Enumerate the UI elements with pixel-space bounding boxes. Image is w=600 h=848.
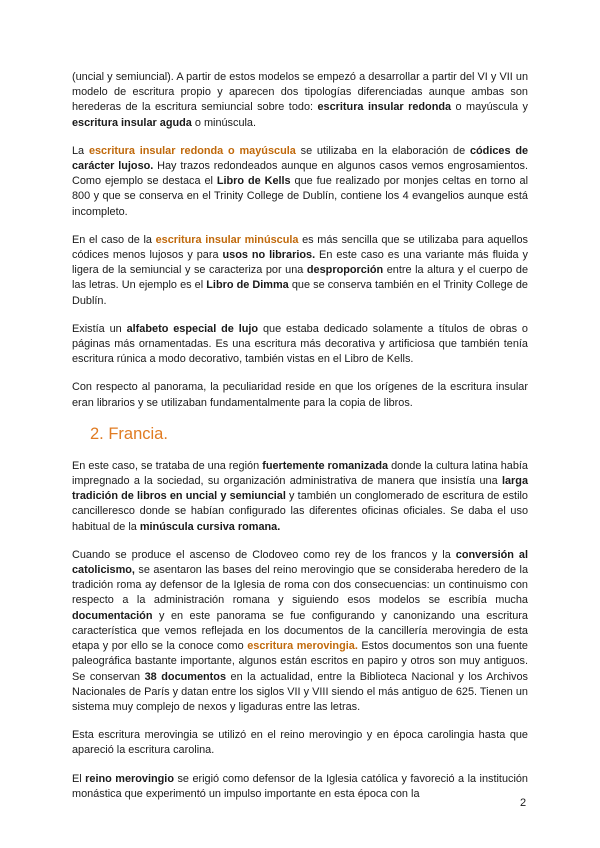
section-2-body: [72, 459, 528, 802]
text-run: que se conserva también en el Trinity College de Dublín.: [72, 279, 528, 307]
bold-term: escritura insular redonda: [317, 101, 452, 114]
section-1-continued: [72, 70, 528, 411]
text-run: Estos documentos son una fuente paleográfica bastante importante, algunos están escritos en papiro y otros son muy antiguos. Se conservan: [72, 640, 528, 683]
text-run: o minúscula.: [191, 116, 257, 129]
paragraph-p5: [72, 380, 528, 410]
bold-term: documentación: [72, 609, 153, 622]
text-run: es más sencilla que se utilizaba para aquellos códices menos lujosos y para: [72, 233, 528, 262]
text-run: Con respecto al panorama, la peculiaridad reside en que los orígenes de la escritura insular eran librarios y se utilizaban fundamentalmente para la copia de libros.: [72, 381, 528, 409]
bold-term: escritura insular aguda: [72, 116, 192, 129]
text-run: En este caso es una variante más fluida y ligera de la semiuncial y se caracteriza por una: [72, 249, 528, 277]
text-run: y también un conglomerado de escritura de estilo cancilleresco donde se habían configurado las diferentes oficinas oficiales. Se daba el uso habitual de la: [72, 490, 528, 533]
bold-term: desproporción: [306, 264, 384, 277]
text-run: donde la cultura latina había impregnado a la sociedad, su organización administrativa de manera que insistía una: [72, 459, 528, 488]
page-number: 2: [520, 797, 527, 809]
text-run: Existía un: [72, 322, 127, 335]
paragraph-p2: [72, 144, 528, 220]
text-run: El: [72, 772, 86, 785]
bold-term: reino merovingio: [85, 772, 174, 785]
paragraph-p4: [72, 322, 528, 368]
text-run: Esta escritura merovingia se utilizó en el reino merovingio y en época carolingia hasta que apareció la escritura carolina.: [72, 729, 528, 757]
bold-term: conversión al catolicismo,: [72, 548, 528, 577]
bold-term: larga tradición de libros en uncial y semiuncial: [72, 475, 528, 503]
highlight-term: escritura insular redonda o mayúscula: [88, 144, 296, 157]
bold-term: códices de carácter lujoso.: [72, 144, 529, 173]
bold-term: alfabeto especial de lujo: [126, 322, 259, 335]
text-run: se asentaron las bases del reino merovingio que se consideraba heredero de la tradición roma ay defensor de la Iglesia de roma con dos consecuencias: un continuismo con respecto a la administración romana y siguiendo esos modelos se escribía mucha: [72, 564, 528, 607]
text-run: o mayúscula y: [451, 101, 528, 114]
bold-term: fuertemente romanizada: [262, 459, 389, 472]
text-run: La: [72, 144, 89, 157]
text-run: En el caso de la: [72, 233, 156, 246]
paragraph-p8: [72, 728, 528, 758]
bold-term: Libro de Kells: [216, 175, 291, 188]
paragraph-p1: [72, 70, 528, 131]
text-run: En este caso, se trataba de una región: [72, 459, 263, 472]
highlight-term: escritura insular minúscula: [155, 233, 299, 246]
text-run: que fue realizado por monjes celtas en torno al 800 y que se conserva en el Trinity College de Dublín, contiene los 4 evangelios aunque está incompleto.: [72, 175, 528, 218]
text-run: que estaba dedicado solamente a títulos de obras o páginas más ornamentadas. Es una escritura más decorativa y artificiosa que también tenía escritura rúnica a modo decorativo, también vistas en el Libro de Kells.: [72, 322, 528, 366]
text-run: (uncial y semiuncial). A partir de estos modelos se empezó a desarrollar a partir del VI y VII un modelo de escritura propio y aparecen dos tipologías diferenciadas aunque ambas son herederas de la escritura semiuncial sobre todo:: [72, 71, 528, 114]
highlight-term: escritura merovingia.: [247, 640, 358, 653]
section-heading: 2. Francia.: [90, 424, 168, 443]
text-run: se erigió como defensor de la Iglesia católica y favoreció a la institución monástica que experimentó un impulso importante en esta época con la: [72, 772, 528, 800]
paragraph-p3: [72, 233, 528, 309]
page-content: [72, 70, 528, 815]
bold-term: minúscula cursiva romana.: [139, 520, 281, 533]
bold-term: Libro de Dimma: [206, 279, 289, 292]
text-run: entre la altura y el cuerpo de las letras. Un ejemplo es el: [72, 264, 529, 292]
text-run: Hay trazos redondeados aunque en algunos casos vemos engrosamientos. Como ejemplo se destaca el: [72, 160, 528, 188]
paragraph-p6: [72, 459, 528, 535]
text-run: en la actualidad, entre la Biblioteca Nacional y los Archivos Nacionales de París y datan entre los siglos VII y VIII siendo el más antiguo de 625. Tienen un sistema muy complejo de nexos y ligaduras entre las letras.: [72, 670, 528, 713]
bold-term: usos no librarios.: [222, 249, 316, 262]
bold-term: 38 documentos: [144, 670, 227, 683]
text-run: y en este panorama se fue configurando y canonizando una escritura característica que vemos reflejada en los documentos de la cancillería merovingia de esta etapa y por ello se la conoce como: [72, 609, 528, 653]
text-run: se utilizaba en la elaboración de: [295, 144, 470, 157]
paragraph-p7: [72, 548, 528, 715]
paragraph-p9: [72, 772, 528, 802]
text-run: Cuando se produce el ascenso de Clodoveo como rey de los francos y la: [72, 548, 456, 561]
